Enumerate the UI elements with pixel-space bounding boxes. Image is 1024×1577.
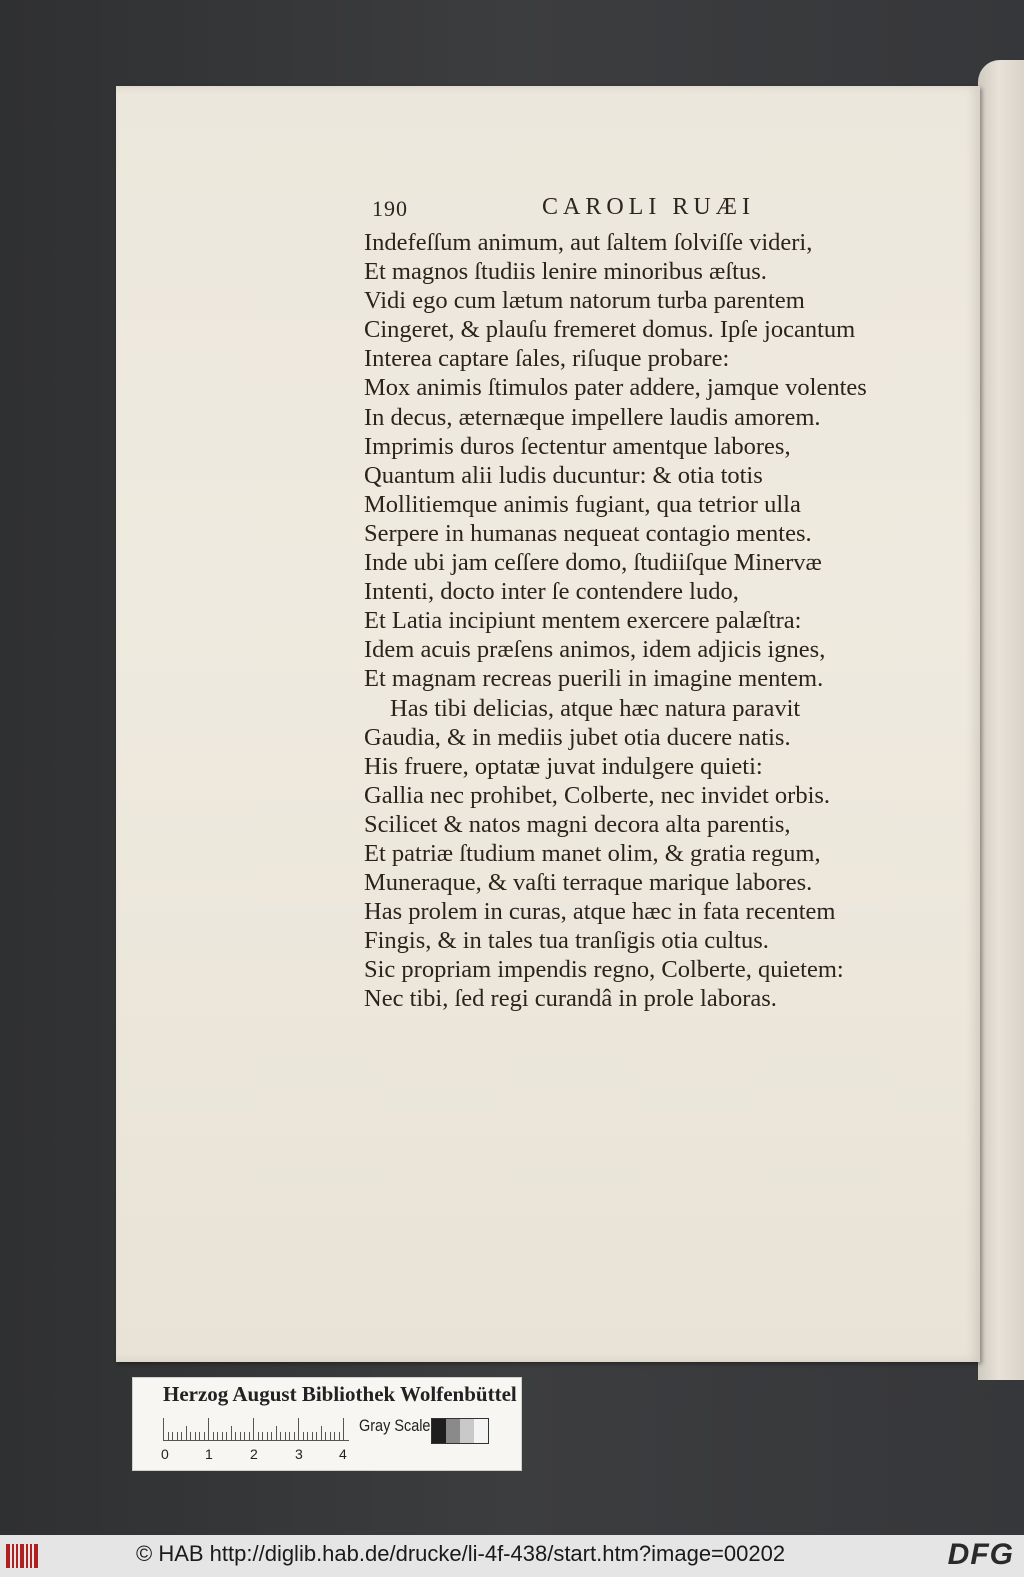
ruler-tick bbox=[276, 1426, 277, 1440]
ruler-tick bbox=[231, 1426, 232, 1440]
verse-line: Idem acuis præſens animos, idem adjicis ignes, bbox=[364, 636, 826, 664]
dfg-logo: DFG bbox=[947, 1538, 1014, 1571]
ruler-tick bbox=[343, 1418, 344, 1440]
verse-line: Et magnam recreas puerili in imagine mentem. bbox=[364, 665, 824, 693]
verse-line: Intenti, docto inter ſe contendere ludo, bbox=[364, 578, 739, 606]
barcode-bar bbox=[34, 1544, 38, 1568]
ruler-tick bbox=[163, 1418, 164, 1440]
gray-swatch bbox=[460, 1419, 474, 1443]
verse-line: Sic propriam impendis regno, Colberte, quietem: bbox=[364, 956, 844, 984]
verse-line: Et magnos ſtudiis lenire minoribus æſtus. bbox=[364, 258, 767, 286]
barcode-icon bbox=[6, 1544, 46, 1568]
scale-ruler bbox=[163, 1418, 349, 1441]
barcode-bar bbox=[16, 1544, 18, 1568]
verse-line: Fingis, & in tales tua tranſigis otia cultus. bbox=[364, 927, 769, 955]
verse-line: Quantum alii ludis ducuntur: & otia totis bbox=[364, 461, 763, 489]
page-number: 190 bbox=[372, 196, 408, 221]
ruler-tick bbox=[168, 1432, 169, 1440]
verse-line: Mox animis ſtimulos pater addere, jamque volentes bbox=[364, 374, 867, 402]
verse-line-indented: Has tibi delicias, atque hæc natura paravit bbox=[390, 694, 801, 722]
ruler-tick bbox=[244, 1432, 245, 1440]
ruler-number: 0 bbox=[161, 1446, 169, 1462]
ruler-tick bbox=[177, 1432, 178, 1440]
gray-scale-swatches bbox=[431, 1418, 489, 1444]
verse-line: Nec tibi, ſed regi curandâ in prole laboras. bbox=[364, 985, 777, 1013]
ruler-tick bbox=[303, 1432, 304, 1440]
ruler-tick bbox=[172, 1432, 173, 1440]
ruler-tick bbox=[312, 1432, 313, 1440]
barcode-bar bbox=[12, 1544, 14, 1568]
ruler-tick bbox=[199, 1432, 200, 1440]
verse-line: Indefeſſum animum, aut ſaltem ſolviſſe videri, bbox=[364, 229, 813, 256]
ruler-tick bbox=[195, 1432, 196, 1440]
ruler-number: 1 bbox=[205, 1446, 213, 1462]
ruler-number: 2 bbox=[250, 1446, 258, 1462]
copyright-link[interactable]: © HAB http://diglib.hab.de/drucke/li-4f-438/start.htm?image=00202 bbox=[136, 1541, 786, 1566]
ruler-tick bbox=[289, 1432, 290, 1440]
verse-line: Scilicet & natos magni decora alta parentis, bbox=[364, 810, 791, 838]
barcode-bar bbox=[6, 1544, 10, 1568]
gray-scale-label: Gray Scale bbox=[359, 1416, 431, 1435]
ruler-tick bbox=[186, 1426, 187, 1440]
ruler-tick bbox=[222, 1432, 223, 1440]
ruler-tick bbox=[249, 1432, 250, 1440]
ruler-tick bbox=[325, 1432, 326, 1440]
ruler-tick bbox=[280, 1432, 281, 1440]
ruler-tick bbox=[294, 1432, 295, 1440]
ruler-tick bbox=[253, 1418, 254, 1440]
running-head bbox=[372, 196, 932, 226]
ruler-tick bbox=[321, 1426, 322, 1440]
gray-swatch bbox=[474, 1419, 488, 1443]
ruler-tick bbox=[285, 1432, 286, 1440]
verse-line: Muneraque, & vaſti terraque marique labores. bbox=[364, 869, 813, 897]
ruler-tick bbox=[240, 1432, 241, 1440]
verse-line: Imprimis duros ſectentur amentque labores, bbox=[364, 432, 791, 460]
barcode-bar bbox=[30, 1544, 32, 1568]
verse-text bbox=[364, 228, 944, 1014]
verse-line: His fruere, optatæ juvat indulgere quieti: bbox=[364, 752, 763, 780]
ruler-tick bbox=[267, 1432, 268, 1440]
ruler-tick bbox=[330, 1432, 331, 1440]
ruler-tick bbox=[271, 1432, 272, 1440]
ruler-tick bbox=[217, 1432, 218, 1440]
barcode-bar bbox=[20, 1544, 24, 1568]
verse-line: Serpere in humanas nequeat contagio mentes. bbox=[364, 519, 812, 547]
verse-line: In decus, æternæque impellere laudis amorem. bbox=[364, 403, 821, 431]
verse-line: Mollitiemque animis fugiant, qua tetrior ulla bbox=[364, 490, 801, 518]
ruler-tick bbox=[334, 1432, 335, 1440]
ruler-tick bbox=[339, 1432, 340, 1440]
ruler-tick bbox=[262, 1432, 263, 1440]
library-name: Herzog August Bibliothek Wolfenbüttel bbox=[163, 1382, 517, 1406]
verse-line: Et Latia incipiunt mentem exercere palæſtra: bbox=[364, 607, 802, 635]
ruler-tick bbox=[213, 1432, 214, 1440]
running-title: CAROLI RUÆI bbox=[542, 194, 756, 220]
color-calibration-card bbox=[132, 1377, 522, 1471]
next-page-edge bbox=[978, 60, 1024, 1380]
verse-line: Vidi ego cum lætum natorum turba parentem bbox=[364, 287, 805, 315]
ruler-tick bbox=[204, 1432, 205, 1440]
ruler-tick bbox=[190, 1432, 191, 1440]
verse-line: Gaudia, & in mediis jubet otia ducere natis. bbox=[364, 723, 791, 751]
ruler-tick bbox=[181, 1432, 182, 1440]
ruler-tick bbox=[226, 1432, 227, 1440]
verse-line: Gallia nec prohibet, Colberte, nec invidet orbis. bbox=[364, 781, 831, 809]
verse-line: Inde ubi jam ceſſere domo, ſtudiiſque Minervæ bbox=[364, 549, 822, 577]
ruler-tick bbox=[258, 1432, 259, 1440]
ruler-tick bbox=[307, 1432, 308, 1440]
ruler-number: 3 bbox=[295, 1446, 303, 1462]
ruler-tick bbox=[298, 1418, 299, 1440]
ruler-tick bbox=[208, 1418, 209, 1440]
ruler-tick bbox=[235, 1432, 236, 1440]
verse-line: Interea captare ſales, riſuque probare: bbox=[364, 345, 730, 373]
verse-line: Has prolem in curas, atque hæc in fata recentem bbox=[364, 898, 836, 926]
ruler-number: 4 bbox=[339, 1446, 347, 1462]
gray-swatch bbox=[446, 1419, 460, 1443]
barcode-bar bbox=[26, 1544, 28, 1568]
gray-swatch bbox=[432, 1419, 446, 1443]
verse-line: Cingeret, & plauſu fremeret domus. Ipſe jocantum bbox=[364, 316, 856, 344]
ruler-tick bbox=[316, 1432, 317, 1440]
footer-bar bbox=[0, 1535, 1024, 1577]
verse-line: Et patriæ ſtudium manet olim, & gratia regum, bbox=[364, 839, 821, 867]
